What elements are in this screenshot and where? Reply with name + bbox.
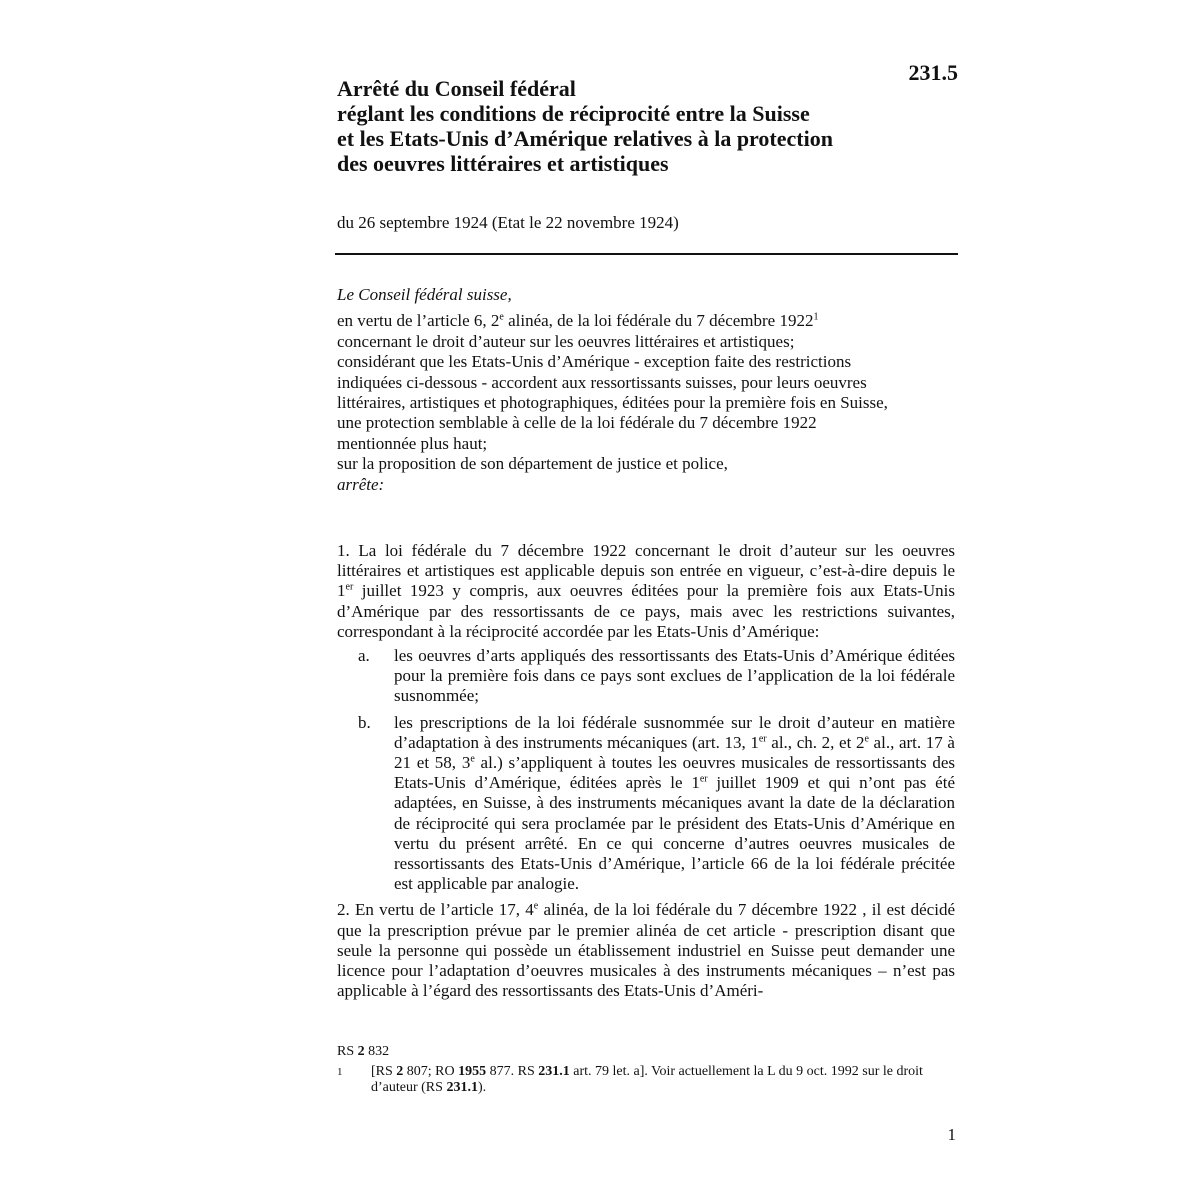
document-title — [337, 76, 957, 176]
preamble-paragraph-1: en vertu de l’article 6, 2e alinéa, de la loi fédérale du 7 décembre 1922$^1$ — [337, 311, 819, 331]
title-line: réglant les conditions de réciprocité entre la Suisse — [337, 101, 810, 126]
page-number: 1 — [947, 1125, 956, 1144]
preamble-intro: Le Conseil fédéral suisse, — [337, 285, 512, 304]
horizontal-rule — [335, 253, 958, 255]
preamble-paragraph-1-rest: concernant le droit d’auteur sur les oeuvres littéraires et artistiques; — [337, 331, 795, 351]
preamble-paragraph-2: considérant que les Etats-Unis d’Amérique - exception faite des restrictions indiquées ci-dessous - accordent aux ressortissants suisses, pour leurs oeuvres littéraires, artistiques et photographiques, éditées pour la première fois en Suisse, une protection semblable à celle de la loi fédérale du 7 décembre 1922 mentionnée plus haut; — [337, 352, 888, 453]
article-2: 2. En vertu de l’article 17, 4e alinéa, de la loi fédérale du 7 décembre 1922 , il est décidé que la prescription prévue par le premier alinéa de cet article - prescription disant que seule la personne qui possède un établissement industriel en Suisse peut demander une licence pour l’adaptation d’oeuvres musicales à des instruments mécaniques – n’est pas applicable à l’égard des ressortissants des Etats-Unis d’Améri- — [337, 900, 955, 1001]
title-line: et les Etats-Unis d’Amérique relatives à la protection — [337, 126, 833, 151]
footnotes — [337, 1044, 957, 1096]
list-item: b. les prescriptions de la loi fédérale susnommée sur le droit d’auteur en matière d’adaptation à des instruments mécaniques (art. 13, 1er al., ch. 2, et 2e al., art. 17 à 21 et 58, 3e al.) s’appliquent à toutes les oeuvres musicales de ressortissants des Etats-Unis d’Amérique, éditées après le 1er juillet 1909 et qui n’ont pas été adaptées, en Suisse, à des instruments mécaniques avant la date de la déclaration de réciprocité qui sera proclamée par le président des Etats-Unis d’Amérique en vertu du présent arrêté. En ce qui concerne d’autres oeuvres musicales de ressortissants des Etats-Unis d’Amérique, l’article 66 de la loi fédérale précitée est applicable par analogie. — [358, 712, 955, 894]
footnote-1: 1 [RS 2 807; RO 1955 877. RS 231.1 art. 79 let. a]. Voir actuellement la L du 9 oct. 1992 sur le droit d’auteur (RS 231.1). — [337, 1064, 923, 1095]
footnote-ref[interactable]: 1 — [813, 311, 819, 323]
preamble — [337, 285, 957, 495]
title-line: des oeuvres littéraires et artistiques — [337, 151, 669, 176]
preamble-paragraph-3: sur la proposition de son département de justice et police, — [337, 454, 728, 474]
source-reference: RS 2 832 — [337, 1044, 390, 1059]
article-1: 1. La loi fédérale du 7 décembre 1922 concernant le droit d’auteur sur les oeuvres littéraires et artistiques est applicable depuis son entrée en vigueur, c’est-à-dire depuis le 1er juillet 1923 y compris, aux oeuvres éditées pour la première fois aux Etats-Unis d’Amérique par des ressortissants de ce pays, mais avec les restrictions suivantes, correspondant à la réciprocité accordée par les Etats-Unis d’Amérique: — [337, 541, 955, 641]
date-line: du 26 septembre 1924 (Etat le 22 novembre 1924) — [337, 213, 679, 232]
body-text — [337, 541, 955, 1001]
arrete-label: arrête: — [337, 474, 385, 494]
list-item: a. les oeuvres d’arts appliqués des ressortissants des Etats-Unis d’Amérique éditées pour la première fois dans ce pays sont exclues de l’application de la loi fédérale susnommée; — [358, 646, 955, 706]
title-line: Arrêté du Conseil fédéral — [337, 76, 576, 101]
rs-number: 231.5 — [908, 60, 958, 85]
restrictions-list — [337, 646, 955, 894]
